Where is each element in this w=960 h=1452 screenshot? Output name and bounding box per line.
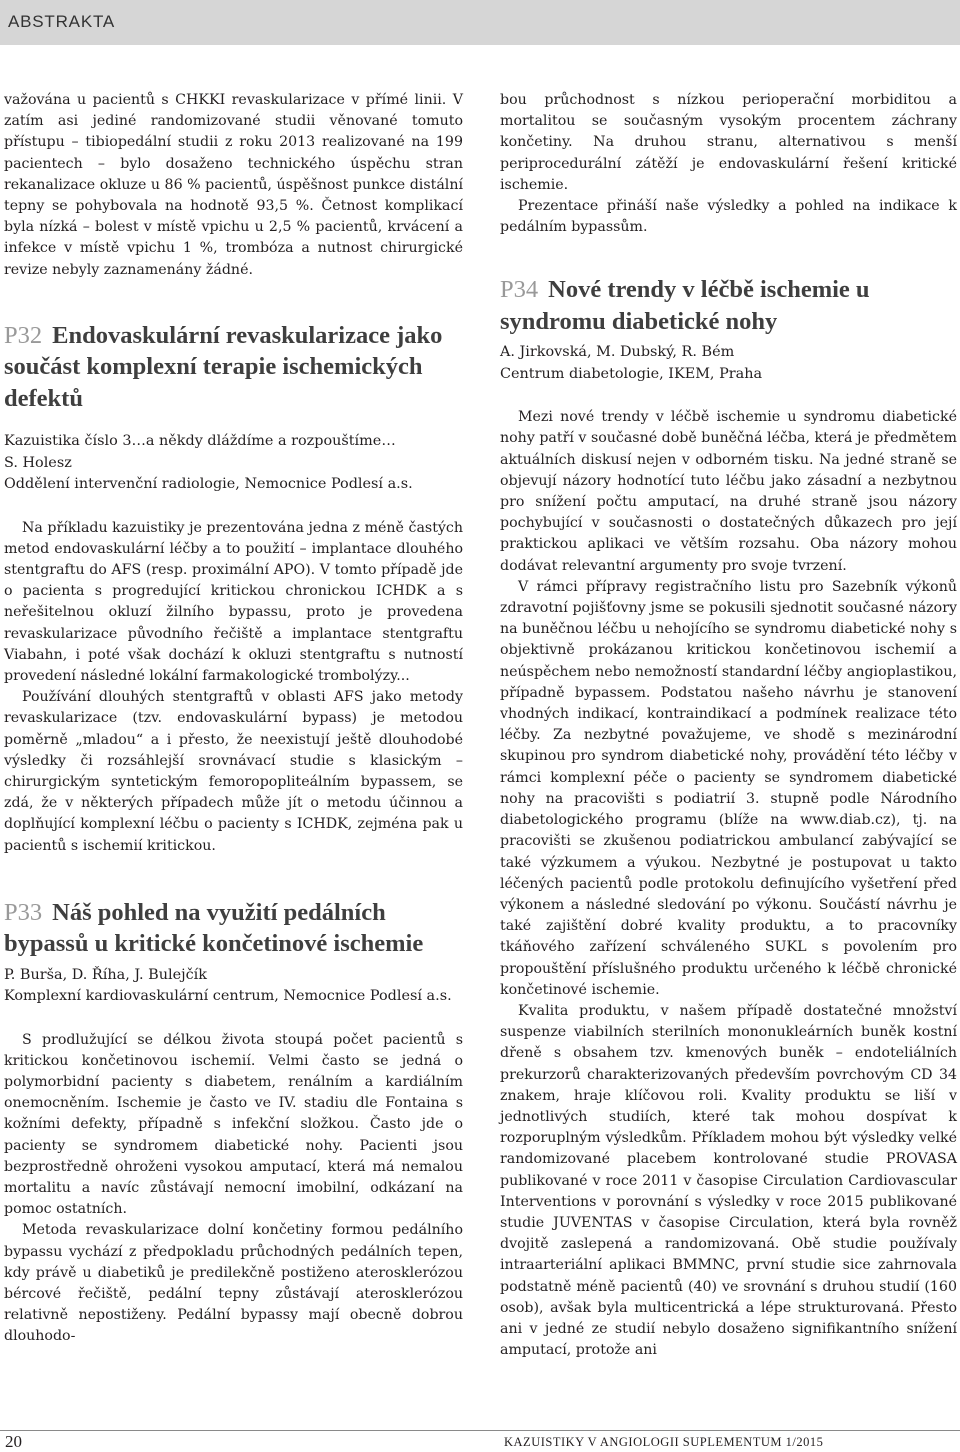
page-header-bar (0, 0, 960, 45)
abstract-p32 (4, 320, 463, 857)
abstract-title (4, 320, 463, 415)
abstract-title-text: Nové trendy v léčbě ischemie u syndromu diabetické nohy (500, 276, 870, 335)
abstract-title (500, 274, 957, 337)
abstract-paragraph: Na příkladu kazuistiky je prezentována jedna z méně častých metod endovaskulární léčby a to použití – implantace dlouhého stentgraftu do AFS (resp. proximální APO). V tomto případě jde o pacienta s progredující kritickou chronickou ICHDK a s neřešitelnou okluzí žilního bypassu, proto je provedena revaskularizace původního řečiště a implantace stentgraftu Viabahn, i poté však dochází k okluzi stentgraftu s nutností provedení následné lokální farmakologické trombolýzy... (4, 519, 463, 684)
abstract-number: P34 (500, 276, 539, 304)
abstract-paragraph: V rámci přípravy registračního listu pro Sazebník výkonů zdravotní pojišťovny jsme se pokusili sjednotit současné názory na buněčnou léčbu u nehojícího se syndromu diabetické nohy s objektivně prokázanou kritickou končetinovou ischemií a neúspěchem nebo nemožností standardní léčby angioplastikou, případně bypassem. Podstatou našeho návrhu je stanovení vhodných indikací, kontraindikací a podmínek realizace této léčby. Za nezbytné považujeme, ve shodě s mezinárodní skupinou pro syndrom diabetické nohy, provádění této léčby v rámci komplexní péče o pacienty se syndromem diabetické nohy na pracovišti s podiatrií 3. stupně podle Národního diabetologického programu (blíže na www.diab.cz), tj. na pracovišti se zkušenou podiatrickou ambulancí zabývající se také výzkumem a výukou. Nezbytné je postupovat u takto léčených pacientů podle protokolu definujícího vyšetření před výkonem a následné sledování po výkonu. Součástí návrhu je také zajištění dobré kvality produktu, a to pracovníky tkáňového zařízení schváleného SUKL s povolením pro propouštění příslušného produktu určeného k léčbě chronické končetinové ischemie. (500, 578, 957, 998)
journal-title: KAZUISTIKY V ANGIOLOGII SUPLEMENTUM 1/2015 (504, 1435, 824, 1449)
abstract-affiliation: Oddělení intervenční radiologie, Nemocnice Podlesí a.s. (4, 476, 413, 493)
abstract-paragraph: Metoda revaskularizace dolní končetiny formou pedálního bypassu vychází z předpokladu průchodných pedálních tepen, kdy právě u diabetiků je predilekčně postiženo aterosklerózou bércové řečiště, pedální tepny zůstávají aterosklerózou relativně nepostiženy. Pedální bypassy mají obecně dobrou dlouhodo- (4, 1222, 463, 1345)
abstract-authors: A. Jirkovská, M. Dubský, R. Bém (500, 344, 735, 361)
abstract-number: P32 (4, 321, 43, 349)
abstract-paragraph: Kvalita produktu, v našem případě dostatečné množství suspenze viabilních sterilních mononukleárních buněk kostní dřeně s obsahem tzv. kmenových buněk – endoteliálních prekurzorů charakterizovaných především povrchovým CD 34 znakem, hraje klíčovou roli. Kvality produktu se liší v jednotlivých studiích, které tak mohou dospívat k rozporuplným výsledkům. Příkladem mohou být výsledky velké randomizované placebem kontrolované studie PROVASA publikované v roce 2011 v časopise Circulation Cardiovascular Interventions v porovnání s výsledky v roce 2015 publikované studie JUVENTAS v časopise Circulation, která byla rovněž dvojitě zaslepená a randomizovaná. Obě studie používaly intraarteriální aplikaci BMMNC, první studie sice zahrnovala podstatně méně pacientů (40) ve srovnání s druhou studií (160 osob), avšak byla multicentrická a lépe strukturovaná. Přesto ani v jedné ze studií nebylo dosaženo signifikantního snížení amputací, protože ani (500, 1002, 957, 1359)
abstract-title-text: Náš pohled na využití pedálních bypassů u kritické končetinové ischemie (4, 898, 424, 958)
abstract-paragraph: S prodlužující se délkou života stoupá počet pacientů s kritickou končetinovou ischemií. Velmi často se jedná o polymorbidní pacienty s diabetem, renálním a kardiálním onemocněním. Ischemie je často ve IV. stadiu dle Fontaina s kožními defekty, případně s infekční složkou. Často jde o pacienty se syndromem diabetické nohy. Pacienti jsou bezprostředně ohroženi vysokou amputací, která má nemalou mortalitu a navíc zůstávají nemocní imobilní, odkázaní na pomoc ostatních. (4, 1031, 463, 1218)
continuation-paragraph: Prezentace přináší naše výsledky a pohled na indikace k pedálním bypassům. (500, 198, 957, 236)
abstract-paragraph: Mezi nové trendy v léčbě ischemie u syndromu diabetické nohy patří v současné době buněčná léčba, která je předmětem aktuálních diskusí nejen v odborném tisku. Na jedné straně se objevují názory hodnotící tuto léčbu jako zásadní a nezbytnou pro snížení počtu amputací, na druhé straně jsou názory pochybující v současnosti o dostatečných důkazech pro její praktickou aplikaci ve větším rozsahu. Oba názory mohou dodávat relevantní argumenty pro svoje tvrzení. (500, 409, 957, 574)
abstract-number: P33 (4, 898, 43, 926)
abstract-p34 (500, 274, 957, 1361)
left-column (4, 90, 463, 1348)
abstract-affiliation: Komplexní kardiovaskulární centrum, Nemocnice Podlesí a.s. (4, 988, 452, 1005)
right-column (500, 90, 957, 1361)
abstract-p33 (4, 897, 463, 1348)
abstract-paragraph: Používání dlouhých stentgraftů v oblasti AFS jako metody revaskularizace (tzv. endovaskulární bypass) je metodou poměrně „mladou“ a i přesto, že neexistují ještě dlouhodobé výsledky či rozsáhlejší srovnávací studie s klasickým – chirurgickým syntetickým femoropopliteálním bypassem, se zdá, že v některých případech může jít o metodu účinnou a doplňující komplexní léčbu o pacienty s ICHDK, zejména pak u pacientů s ischemií kritickou. (4, 689, 463, 854)
abstract-authors: P. Burša, D. Říha, J. Bulejčík (4, 966, 207, 983)
page-number: 20 (5, 1432, 22, 1451)
abstract-title (4, 897, 463, 960)
abstract-authors: S. Holesz (4, 454, 72, 471)
continuation-paragraph: bou průchodnost s nízkou perioperační morbiditou a mortalitou se současným vysokým procentem záchrany končetiny. Na druhou stranu, alternativou s menší periprocedurální zátěží je endovaskulární řešení kritické ischemie. (500, 92, 957, 193)
abstract-subtitle: Kazuistika číslo 3…a někdy dláždíme a rozpouštíme… (4, 433, 396, 450)
abstract-affiliation: Centrum diabetologie, IKEM, Praha (500, 365, 763, 382)
footer-divider (0, 1430, 960, 1431)
section-label: ABSTRAKTA (8, 12, 116, 31)
continuation-paragraph: važována u pacientů s CHKKI revaskularizace v přímé linii. V zatím asi jediné randomizované studii věnované tomuto přístupu – tibiopedální studii z roku 2013 realizované na 199 pacientech – bylo dosaženo technického úspěchu stran rekanalizace okluze u 86 % pacientů, úspěšnost punkce distální tepny se pohybovala na hodnotě 93,5 %. Četnost komplikací byla nízká – bolest v místě vpichu u 2,5 % pacientů, krvácení a infekce v místě vpichu 1 %, trombóza a nutnost chirurgické revize nebyly zaznamenány žádné. (4, 92, 463, 278)
abstract-title-text: Endovaskulární revaskularizace jako součást komplexní terapie ischemických defektů (4, 321, 443, 412)
